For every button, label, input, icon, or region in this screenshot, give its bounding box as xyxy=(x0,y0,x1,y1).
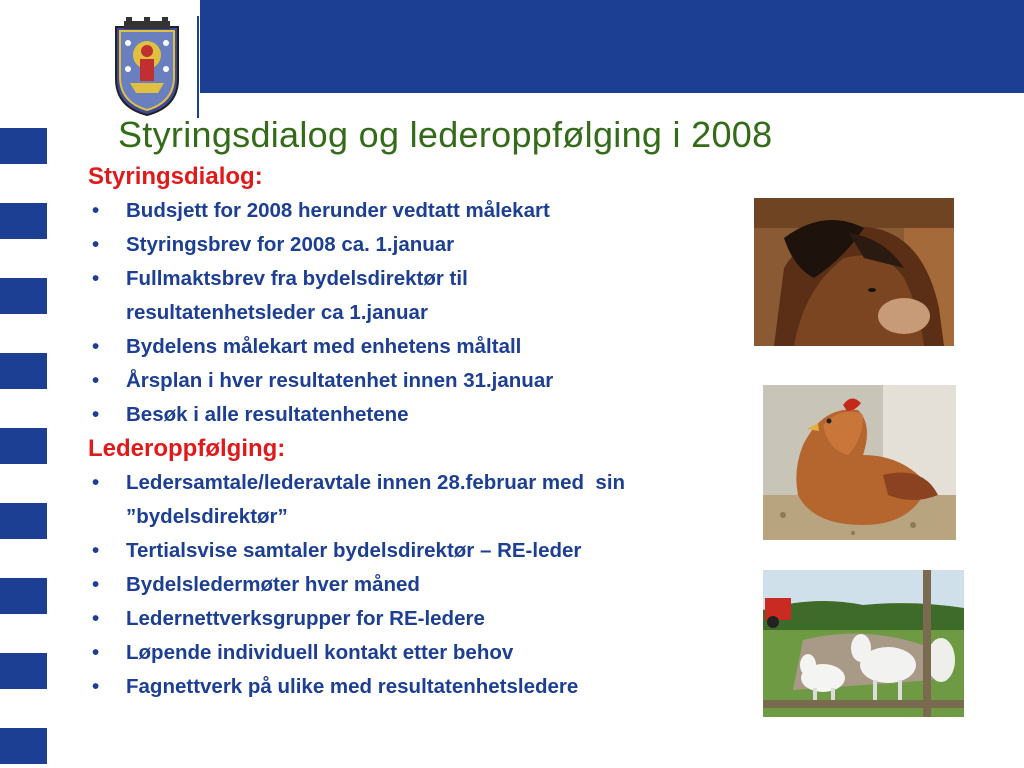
horse-photo xyxy=(754,198,954,346)
oslo-coat-of-arms-icon xyxy=(102,17,192,117)
side-stripe xyxy=(0,203,47,239)
bullet-marker: • xyxy=(92,369,100,392)
slide-body xyxy=(88,160,728,704)
org-name-label: Oslo kommune xyxy=(209,33,338,57)
bullet-marker: • xyxy=(92,641,100,664)
section-heading-lederoppfolging: Lederoppfølging: xyxy=(88,435,286,462)
bullet-marker: • xyxy=(92,539,100,562)
bullet-marker: • xyxy=(92,267,100,290)
bullet-marker: • xyxy=(92,675,100,698)
logo-area xyxy=(0,0,200,115)
bullet-item: • Styringsbrev for 2008 ca. 1.januar xyxy=(88,228,728,262)
bullet-item: • Fullmaktsbrev fra bydelsdirektør til resultatenhetsleder ca 1.januar xyxy=(88,262,566,330)
bullet-item: • Fagnettverk på ulike med resultatenhetsledere xyxy=(88,670,728,704)
goats-photo xyxy=(763,570,964,717)
bullet-item: • Budsjett for 2008 herunder vedtatt målekart xyxy=(88,194,728,228)
bullet-item: • Besøk i alle resultatenhetene xyxy=(88,398,728,432)
side-stripe xyxy=(0,353,47,389)
bullet-marker: • xyxy=(92,233,100,256)
district-label: Bydel Alna xyxy=(209,56,305,80)
side-stripe xyxy=(0,728,47,764)
bullet-marker: • xyxy=(92,471,100,494)
bullet-marker: • xyxy=(92,573,100,596)
side-stripe xyxy=(0,503,47,539)
side-stripe xyxy=(0,653,47,689)
side-stripe xyxy=(0,278,47,314)
slide-title: Styringsdialog og lederoppfølging i 2008 xyxy=(118,114,773,155)
bullet-marker: • xyxy=(92,403,100,426)
bullet-item: • Bydelsledermøter hver måned xyxy=(88,568,728,602)
section-heading-styringsdialog: Styringsdialog: xyxy=(88,163,263,190)
bullet-item: • Bydelens målekart med enhetens måltall xyxy=(88,330,728,364)
bullet-marker: • xyxy=(92,199,100,222)
bullet-marker: • xyxy=(92,607,100,630)
bullet-item: • Årsplan i hver resultatenhet innen 31.januar xyxy=(88,364,728,398)
hen-photo xyxy=(763,385,956,540)
bullet-item: • Ledernettverksgrupper for RE-ledere xyxy=(88,602,728,636)
bullet-item: • Ledersamtale/lederavtale innen 28.februar med sin ”bydelsdirektør” xyxy=(88,466,666,534)
side-stripe xyxy=(0,578,47,614)
header-divider xyxy=(197,16,199,118)
bullet-item: • Tertialsvise samtaler bydelsdirektør – RE-leder xyxy=(88,534,728,568)
bullet-marker: • xyxy=(92,335,100,358)
side-stripe xyxy=(0,428,47,464)
organization-name xyxy=(209,34,338,80)
side-stripe xyxy=(0,128,47,164)
bullet-item: • Løpende individuell kontakt etter behov xyxy=(88,636,728,670)
